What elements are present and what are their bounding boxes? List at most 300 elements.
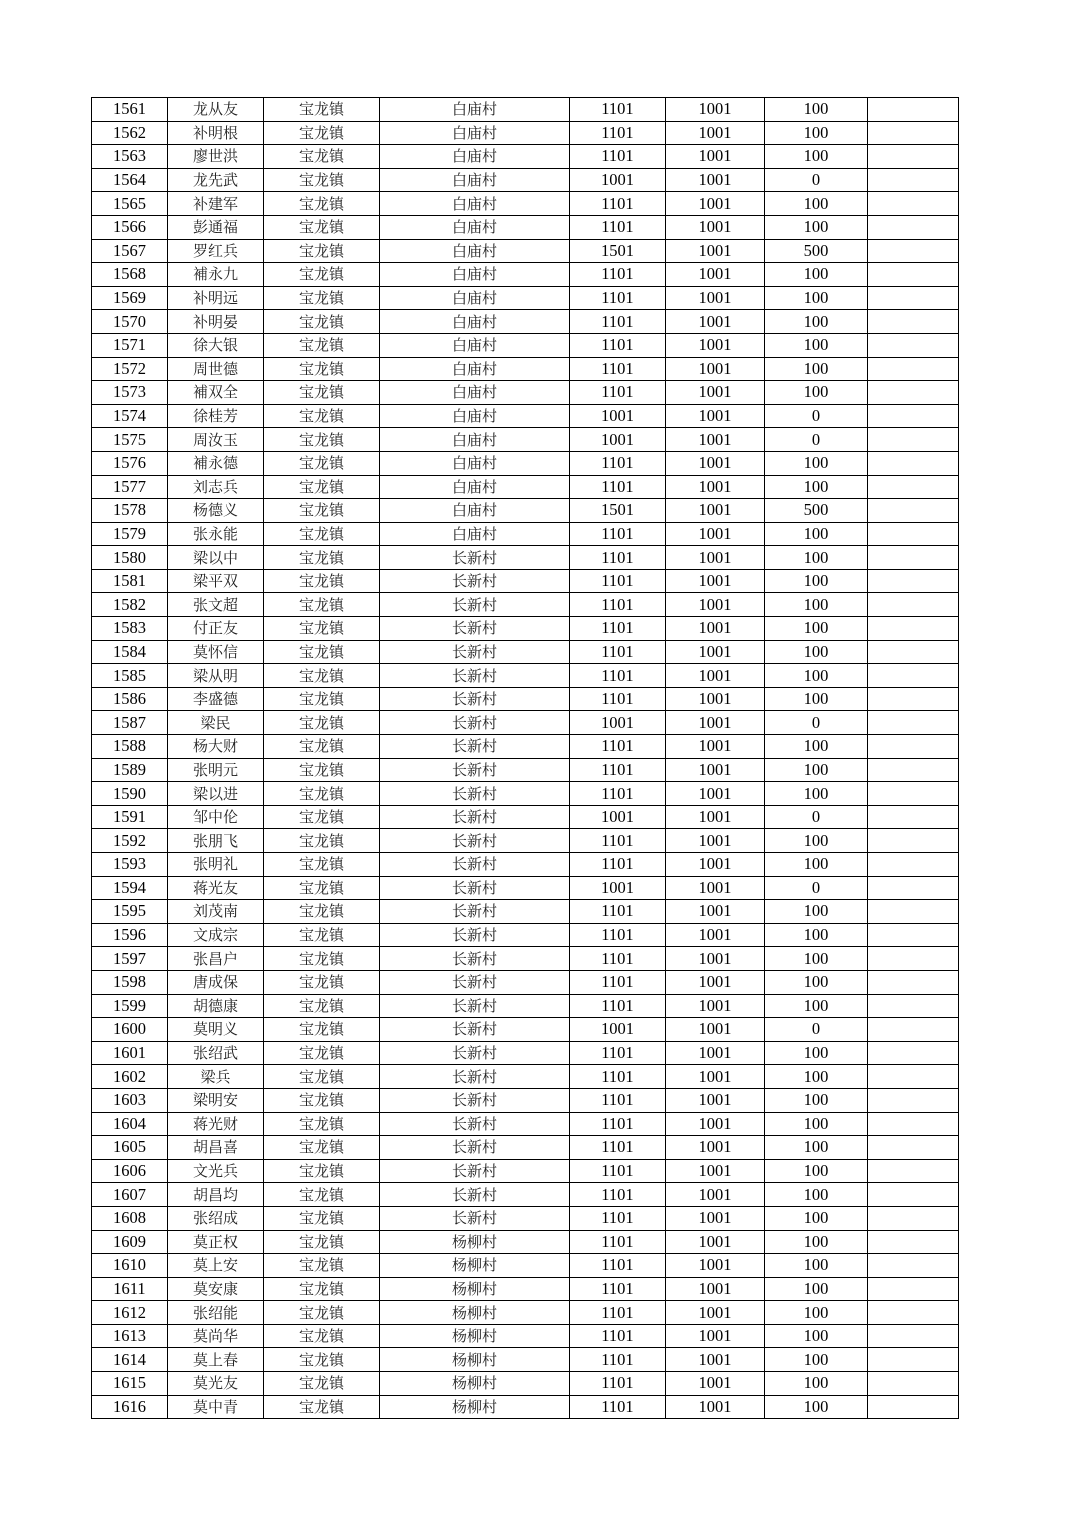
amount-cell: 0 xyxy=(765,168,868,192)
name-cell: 付正友 xyxy=(168,617,264,641)
row-number-cell: 1596 xyxy=(92,923,168,947)
town-cell: 宝龙镇 xyxy=(264,853,380,877)
row-number-cell: 1613 xyxy=(92,1324,168,1348)
code-b-cell: 1001 xyxy=(666,192,765,216)
name-cell: 彭通福 xyxy=(168,215,264,239)
table-row xyxy=(92,1088,959,1112)
code-b-cell: 1001 xyxy=(666,145,765,169)
code-a-cell: 1101 xyxy=(570,357,666,381)
amount-cell: 100 xyxy=(765,1277,868,1301)
code-a-cell: 1101 xyxy=(570,522,666,546)
table-row xyxy=(92,617,959,641)
amount-cell: 100 xyxy=(765,1301,868,1325)
town-cell: 宝龙镇 xyxy=(264,805,380,829)
village-cell: 白庙村 xyxy=(380,168,570,192)
row-number-cell: 1612 xyxy=(92,1301,168,1325)
town-cell: 宝龙镇 xyxy=(264,1372,380,1396)
table-row xyxy=(92,569,959,593)
name-cell: 胡昌喜 xyxy=(168,1136,264,1160)
code-a-cell: 1001 xyxy=(570,876,666,900)
table-row xyxy=(92,475,959,499)
table-row xyxy=(92,1065,959,1089)
village-cell: 杨柳村 xyxy=(380,1395,570,1419)
code-a-cell: 1101 xyxy=(570,1301,666,1325)
table-row xyxy=(92,735,959,759)
amount-cell: 100 xyxy=(765,664,868,688)
town-cell: 宝龙镇 xyxy=(264,546,380,570)
name-cell: 莫尚华 xyxy=(168,1324,264,1348)
code-a-cell: 1001 xyxy=(570,428,666,452)
village-cell: 白庙村 xyxy=(380,522,570,546)
note-cell xyxy=(868,522,959,546)
code-b-cell: 1001 xyxy=(666,947,765,971)
name-cell: 補永德 xyxy=(168,451,264,475)
town-cell: 宝龙镇 xyxy=(264,499,380,523)
amount-cell: 100 xyxy=(765,1065,868,1089)
amount-cell: 100 xyxy=(765,569,868,593)
row-number-cell: 1609 xyxy=(92,1230,168,1254)
code-a-cell: 1101 xyxy=(570,1136,666,1160)
village-cell: 长新村 xyxy=(380,1088,570,1112)
code-a-cell: 1001 xyxy=(570,711,666,735)
row-number-cell: 1573 xyxy=(92,381,168,405)
note-cell xyxy=(868,1112,959,1136)
code-b-cell: 1001 xyxy=(666,121,765,145)
row-number-cell: 1615 xyxy=(92,1372,168,1396)
amount-cell: 100 xyxy=(765,687,868,711)
amount-cell: 100 xyxy=(765,1041,868,1065)
code-b-cell: 1001 xyxy=(666,782,765,806)
table-row xyxy=(92,1018,959,1042)
note-cell xyxy=(868,499,959,523)
note-cell xyxy=(868,1018,959,1042)
row-number-cell: 1600 xyxy=(92,1018,168,1042)
note-cell xyxy=(868,381,959,405)
code-a-cell: 1001 xyxy=(570,805,666,829)
village-cell: 长新村 xyxy=(380,805,570,829)
row-number-cell: 1608 xyxy=(92,1206,168,1230)
name-cell: 刘茂南 xyxy=(168,900,264,924)
amount-cell: 100 xyxy=(765,1230,868,1254)
row-number-cell: 1586 xyxy=(92,687,168,711)
name-cell: 補双全 xyxy=(168,381,264,405)
village-cell: 白庙村 xyxy=(380,98,570,122)
table-row xyxy=(92,451,959,475)
table-row xyxy=(92,664,959,688)
row-number-cell: 1562 xyxy=(92,121,168,145)
amount-cell: 100 xyxy=(765,1183,868,1207)
amount-cell: 100 xyxy=(765,593,868,617)
note-cell xyxy=(868,1159,959,1183)
amount-cell: 100 xyxy=(765,1254,868,1278)
code-b-cell: 1001 xyxy=(666,475,765,499)
code-a-cell: 1101 xyxy=(570,145,666,169)
village-cell: 长新村 xyxy=(380,782,570,806)
amount-cell: 100 xyxy=(765,853,868,877)
table-row xyxy=(92,522,959,546)
town-cell: 宝龙镇 xyxy=(264,640,380,664)
code-b-cell: 1001 xyxy=(666,1372,765,1396)
code-b-cell: 1001 xyxy=(666,593,765,617)
note-cell xyxy=(868,1065,959,1089)
town-cell: 宝龙镇 xyxy=(264,994,380,1018)
amount-cell: 100 xyxy=(765,310,868,334)
row-number-cell: 1580 xyxy=(92,546,168,570)
row-number-cell: 1575 xyxy=(92,428,168,452)
note-cell xyxy=(868,404,959,428)
code-a-cell: 1101 xyxy=(570,1348,666,1372)
table-row xyxy=(92,970,959,994)
table-row xyxy=(92,263,959,287)
note-cell xyxy=(868,168,959,192)
table-row xyxy=(92,994,959,1018)
table-row xyxy=(92,310,959,334)
village-cell: 长新村 xyxy=(380,569,570,593)
village-cell: 长新村 xyxy=(380,994,570,1018)
village-cell: 长新村 xyxy=(380,829,570,853)
amount-cell: 100 xyxy=(765,829,868,853)
note-cell xyxy=(868,1041,959,1065)
village-cell: 长新村 xyxy=(380,947,570,971)
note-cell xyxy=(868,192,959,216)
name-cell: 罗红兵 xyxy=(168,239,264,263)
name-cell: 莫光友 xyxy=(168,1372,264,1396)
table-row xyxy=(92,1041,959,1065)
village-cell: 长新村 xyxy=(380,640,570,664)
town-cell: 宝龙镇 xyxy=(264,1254,380,1278)
code-a-cell: 1101 xyxy=(570,569,666,593)
village-cell: 白庙村 xyxy=(380,499,570,523)
row-number-cell: 1606 xyxy=(92,1159,168,1183)
table-row xyxy=(92,286,959,310)
town-cell: 宝龙镇 xyxy=(264,475,380,499)
name-cell: 周汝玉 xyxy=(168,428,264,452)
note-cell xyxy=(868,853,959,877)
name-cell: 补明晏 xyxy=(168,310,264,334)
code-b-cell: 1001 xyxy=(666,876,765,900)
town-cell: 宝龙镇 xyxy=(264,357,380,381)
town-cell: 宝龙镇 xyxy=(264,333,380,357)
code-a-cell: 1101 xyxy=(570,640,666,664)
row-number-cell: 1599 xyxy=(92,994,168,1018)
town-cell: 宝龙镇 xyxy=(264,1277,380,1301)
village-cell: 杨柳村 xyxy=(380,1301,570,1325)
code-b-cell: 1001 xyxy=(666,1088,765,1112)
table-row xyxy=(92,333,959,357)
town-cell: 宝龙镇 xyxy=(264,1301,380,1325)
code-b-cell: 1001 xyxy=(666,451,765,475)
row-number-cell: 1593 xyxy=(92,853,168,877)
town-cell: 宝龙镇 xyxy=(264,782,380,806)
town-cell: 宝龙镇 xyxy=(264,569,380,593)
amount-cell: 100 xyxy=(765,98,868,122)
amount-cell: 0 xyxy=(765,1018,868,1042)
code-a-cell: 1101 xyxy=(570,1372,666,1396)
code-a-cell: 1101 xyxy=(570,546,666,570)
table-row xyxy=(92,593,959,617)
code-b-cell: 1001 xyxy=(666,900,765,924)
code-a-cell: 1101 xyxy=(570,451,666,475)
town-cell: 宝龙镇 xyxy=(264,239,380,263)
village-cell: 长新村 xyxy=(380,1159,570,1183)
name-cell: 梁从明 xyxy=(168,664,264,688)
row-number-cell: 1603 xyxy=(92,1088,168,1112)
town-cell: 宝龙镇 xyxy=(264,215,380,239)
village-cell: 长新村 xyxy=(380,617,570,641)
note-cell xyxy=(868,451,959,475)
code-b-cell: 1001 xyxy=(666,617,765,641)
table-row xyxy=(92,1230,959,1254)
code-b-cell: 1001 xyxy=(666,640,765,664)
village-cell: 长新村 xyxy=(380,923,570,947)
code-a-cell: 1101 xyxy=(570,782,666,806)
row-number-cell: 1579 xyxy=(92,522,168,546)
row-number-cell: 1614 xyxy=(92,1348,168,1372)
table-row xyxy=(92,428,959,452)
village-cell: 白庙村 xyxy=(380,145,570,169)
town-cell: 宝龙镇 xyxy=(264,593,380,617)
row-number-cell: 1570 xyxy=(92,310,168,334)
town-cell: 宝龙镇 xyxy=(264,687,380,711)
name-cell: 邹中伦 xyxy=(168,805,264,829)
row-number-cell: 1571 xyxy=(92,333,168,357)
row-number-cell: 1565 xyxy=(92,192,168,216)
row-number-cell: 1604 xyxy=(92,1112,168,1136)
row-number-cell: 1594 xyxy=(92,876,168,900)
amount-cell: 100 xyxy=(765,192,868,216)
code-a-cell: 1101 xyxy=(570,1277,666,1301)
amount-cell: 100 xyxy=(765,451,868,475)
town-cell: 宝龙镇 xyxy=(264,1088,380,1112)
amount-cell: 100 xyxy=(765,900,868,924)
note-cell xyxy=(868,923,959,947)
row-number-cell: 1585 xyxy=(92,664,168,688)
row-number-cell: 1581 xyxy=(92,569,168,593)
name-cell: 梁以进 xyxy=(168,782,264,806)
amount-cell: 100 xyxy=(765,970,868,994)
table-row xyxy=(92,381,959,405)
amount-cell: 0 xyxy=(765,711,868,735)
amount-cell: 100 xyxy=(765,286,868,310)
note-cell xyxy=(868,1206,959,1230)
code-a-cell: 1101 xyxy=(570,192,666,216)
note-cell xyxy=(868,970,959,994)
amount-cell: 100 xyxy=(765,758,868,782)
code-b-cell: 1001 xyxy=(666,1348,765,1372)
note-cell xyxy=(868,310,959,334)
note-cell xyxy=(868,357,959,381)
note-cell xyxy=(868,239,959,263)
table-row xyxy=(92,782,959,806)
code-a-cell: 1101 xyxy=(570,923,666,947)
village-cell: 长新村 xyxy=(380,876,570,900)
name-cell: 莫明义 xyxy=(168,1018,264,1042)
village-cell: 杨柳村 xyxy=(380,1324,570,1348)
note-cell xyxy=(868,900,959,924)
village-cell: 长新村 xyxy=(380,1112,570,1136)
village-cell: 长新村 xyxy=(380,1041,570,1065)
village-cell: 白庙村 xyxy=(380,404,570,428)
row-number-cell: 1595 xyxy=(92,900,168,924)
table-row xyxy=(92,499,959,523)
town-cell: 宝龙镇 xyxy=(264,1065,380,1089)
village-cell: 白庙村 xyxy=(380,357,570,381)
amount-cell: 500 xyxy=(765,239,868,263)
town-cell: 宝龙镇 xyxy=(264,1159,380,1183)
amount-cell: 100 xyxy=(765,546,868,570)
note-cell xyxy=(868,475,959,499)
village-cell: 长新村 xyxy=(380,664,570,688)
code-a-cell: 1001 xyxy=(570,1018,666,1042)
row-number-cell: 1569 xyxy=(92,286,168,310)
village-cell: 长新村 xyxy=(380,546,570,570)
row-number-cell: 1577 xyxy=(92,475,168,499)
row-number-cell: 1582 xyxy=(92,593,168,617)
amount-cell: 100 xyxy=(765,994,868,1018)
name-cell: 补明根 xyxy=(168,121,264,145)
name-cell: 张文超 xyxy=(168,593,264,617)
town-cell: 宝龙镇 xyxy=(264,381,380,405)
note-cell xyxy=(868,1230,959,1254)
village-cell: 白庙村 xyxy=(380,451,570,475)
amount-cell: 100 xyxy=(765,381,868,405)
name-cell: 補永九 xyxy=(168,263,264,287)
code-b-cell: 1001 xyxy=(666,1230,765,1254)
name-cell: 刘志兵 xyxy=(168,475,264,499)
code-a-cell: 1101 xyxy=(570,735,666,759)
note-cell xyxy=(868,805,959,829)
table-row xyxy=(92,145,959,169)
note-cell xyxy=(868,1183,959,1207)
code-a-cell: 1101 xyxy=(570,286,666,310)
name-cell: 蒋光友 xyxy=(168,876,264,900)
village-cell: 白庙村 xyxy=(380,381,570,405)
town-cell: 宝龙镇 xyxy=(264,404,380,428)
note-cell xyxy=(868,640,959,664)
note-cell xyxy=(868,1136,959,1160)
name-cell: 张绍成 xyxy=(168,1206,264,1230)
code-b-cell: 1001 xyxy=(666,522,765,546)
code-b-cell: 1001 xyxy=(666,310,765,334)
code-b-cell: 1001 xyxy=(666,569,765,593)
town-cell: 宝龙镇 xyxy=(264,1348,380,1372)
note-cell xyxy=(868,758,959,782)
code-a-cell: 1101 xyxy=(570,1324,666,1348)
town-cell: 宝龙镇 xyxy=(264,829,380,853)
table-row xyxy=(92,546,959,570)
code-a-cell: 1101 xyxy=(570,215,666,239)
code-a-cell: 1101 xyxy=(570,829,666,853)
code-b-cell: 1001 xyxy=(666,1206,765,1230)
amount-cell: 100 xyxy=(765,263,868,287)
code-a-cell: 1101 xyxy=(570,1395,666,1419)
code-a-cell: 1101 xyxy=(570,758,666,782)
name-cell: 张绍能 xyxy=(168,1301,264,1325)
name-cell: 龙先武 xyxy=(168,168,264,192)
row-number-cell: 1567 xyxy=(92,239,168,263)
code-b-cell: 1001 xyxy=(666,805,765,829)
note-cell xyxy=(868,876,959,900)
row-number-cell: 1561 xyxy=(92,98,168,122)
table-row xyxy=(92,168,959,192)
note-cell xyxy=(868,1277,959,1301)
record-table xyxy=(91,97,959,1419)
note-cell xyxy=(868,263,959,287)
village-cell: 长新村 xyxy=(380,1018,570,1042)
name-cell: 莫上安 xyxy=(168,1254,264,1278)
table-row xyxy=(92,900,959,924)
name-cell: 梁平双 xyxy=(168,569,264,593)
code-b-cell: 1001 xyxy=(666,98,765,122)
row-number-cell: 1566 xyxy=(92,215,168,239)
table-row xyxy=(92,687,959,711)
code-a-cell: 1101 xyxy=(570,381,666,405)
code-a-cell: 1101 xyxy=(570,310,666,334)
name-cell: 徐大银 xyxy=(168,333,264,357)
name-cell: 张朋飞 xyxy=(168,829,264,853)
amount-cell: 100 xyxy=(765,1159,868,1183)
note-cell xyxy=(868,664,959,688)
code-b-cell: 1001 xyxy=(666,263,765,287)
table-row xyxy=(92,876,959,900)
row-number-cell: 1576 xyxy=(92,451,168,475)
table-body xyxy=(92,98,959,1419)
town-cell: 宝龙镇 xyxy=(264,923,380,947)
name-cell: 莫中青 xyxy=(168,1395,264,1419)
code-b-cell: 1001 xyxy=(666,1301,765,1325)
village-cell: 长新村 xyxy=(380,711,570,735)
code-b-cell: 1001 xyxy=(666,994,765,1018)
code-a-cell: 1101 xyxy=(570,664,666,688)
town-cell: 宝龙镇 xyxy=(264,1041,380,1065)
village-cell: 杨柳村 xyxy=(380,1254,570,1278)
table-row xyxy=(92,758,959,782)
code-b-cell: 1001 xyxy=(666,1183,765,1207)
code-a-cell: 1001 xyxy=(570,168,666,192)
village-cell: 白庙村 xyxy=(380,286,570,310)
code-b-cell: 1001 xyxy=(666,239,765,263)
code-b-cell: 1001 xyxy=(666,428,765,452)
town-cell: 宝龙镇 xyxy=(264,617,380,641)
code-a-cell: 1101 xyxy=(570,263,666,287)
name-cell: 徐桂芳 xyxy=(168,404,264,428)
table-row xyxy=(92,357,959,381)
note-cell xyxy=(868,829,959,853)
code-a-cell: 1101 xyxy=(570,98,666,122)
code-b-cell: 1001 xyxy=(666,829,765,853)
village-cell: 白庙村 xyxy=(380,428,570,452)
name-cell: 补建军 xyxy=(168,192,264,216)
table-row xyxy=(92,1324,959,1348)
name-cell: 张明元 xyxy=(168,758,264,782)
code-a-cell: 1501 xyxy=(570,499,666,523)
amount-cell: 100 xyxy=(765,1395,868,1419)
town-cell: 宝龙镇 xyxy=(264,168,380,192)
note-cell xyxy=(868,215,959,239)
row-number-cell: 1583 xyxy=(92,617,168,641)
note-cell xyxy=(868,1372,959,1396)
village-cell: 长新村 xyxy=(380,1136,570,1160)
code-b-cell: 1001 xyxy=(666,758,765,782)
table-row xyxy=(92,121,959,145)
town-cell: 宝龙镇 xyxy=(264,1183,380,1207)
amount-cell: 100 xyxy=(765,1206,868,1230)
row-number-cell: 1563 xyxy=(92,145,168,169)
code-a-cell: 1101 xyxy=(570,1159,666,1183)
village-cell: 白庙村 xyxy=(380,263,570,287)
name-cell: 胡昌均 xyxy=(168,1183,264,1207)
row-number-cell: 1578 xyxy=(92,499,168,523)
